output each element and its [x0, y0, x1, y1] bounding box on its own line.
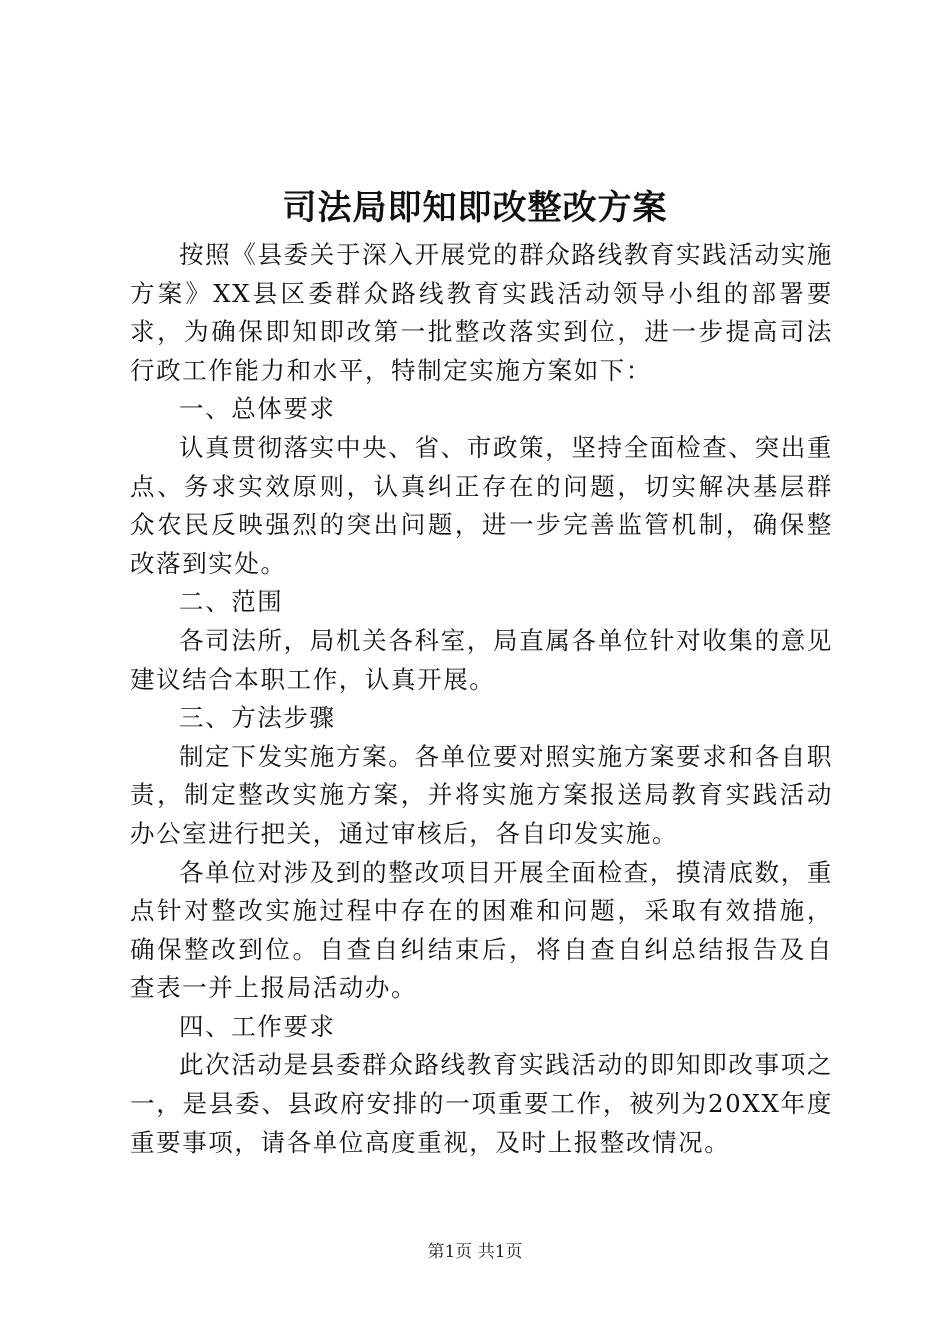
- section-heading-scope: 二、范围: [179, 587, 284, 617]
- methods-steps-paragraph-1: 制定下发实施方案。各单位要对照实施方案要求和各自职责，制定整改实施方案，并将实施方案报送局教育实践活动办公室进行把关，通过审核后，各自印发实施。: [130, 741, 833, 848]
- page-number-footer: 第1页 共1页: [427, 1242, 523, 1262]
- section-heading-work-requirements: 四、工作要求: [179, 1011, 336, 1041]
- section-heading-methods-steps: 三、方法步骤: [179, 703, 336, 733]
- document-title: 司法局即知即改整改方案: [282, 188, 668, 228]
- work-requirements-paragraph: 此次活动是县委群众路线教育实践活动的即知即改事项之一，是县委、县政府安排的一项重要工作，被列为20XX年度重要事项，请各单位高度重视，及时上报整改情况。: [130, 1050, 833, 1157]
- scope-paragraph: 各司法所，局机关各科室，局直属各单位针对收集的意见建议结合本职工作，认真开展。: [130, 625, 833, 694]
- general-requirements-paragraph: 认真贯彻落实中央、省、市政策，坚持全面检查、突出重点、务求实效原则，认真纠正存在的问题，切实解决基层群众农民反映强烈的突出问题，进一步完善监管机制，确保整改落到实处。: [130, 432, 833, 578]
- methods-steps-paragraph-2: 各单位对涉及到的整改项目开展全面检查，摸清底数，重点针对整改实施过程中存在的困难和问题，采取有效措施，确保整改到位。自查自纠结束后，将自查自纠总结报告及自查表一并上报局活动办。: [130, 857, 833, 1003]
- document-body: [130, 236, 833, 1162]
- section-heading-general-requirements: 一、总体要求: [179, 394, 336, 424]
- intro-paragraph: 按照《县委关于深入开展党的群众路线教育实践活动实施方案》XX县区委群众路线教育实践活动领导小组的部署要求，为确保即知即改第一批整改落实到位，进一步提高司法行政工作能力和水平，特制定实施方案如下：: [130, 240, 833, 385]
